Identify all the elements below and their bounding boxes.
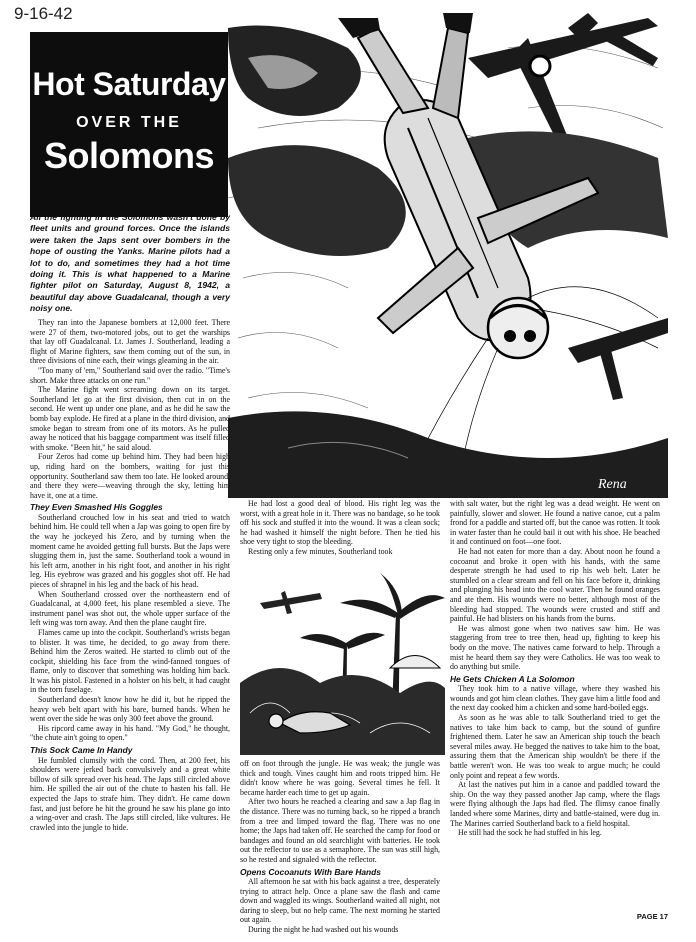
paragraph: When Southerland crossed over the northeastern end of Guadalcanal, at 4,000 feet, his plane resembled a sieve. The instrument panel was shot out, the whole upper surface of the left wing was torn away. And then the plane caught fire. <box>30 589 230 628</box>
paragraph: Four Zeros had come up behind him. They had been high up, riding hard on the bombers, waiting for just this opportunity. Southerland saw them too late. He looked around, and there they were—weaving through the sky, letting him have it, one at a time. <box>30 452 230 500</box>
column-2-bottom <box>240 759 440 934</box>
paragraph: off on foot through the jungle. He was weak; the jungle was thick and tough. Vines caught him and roots tripped him. He didn't know where he was going. Several times he fell. It became harder each time to get up again. <box>240 759 440 797</box>
svg-text:Rena: Rena <box>598 477 627 492</box>
paragraph: His ripcord came away in his hand. "My God," he thought, "the chute ain't going to open." <box>30 723 230 743</box>
date-stamp: 9-16-42 <box>14 4 73 23</box>
intro-paragraph: All the fighting in the Solomons wasn't done by fleet units and ground forces. Once the islands were taken the Japs sent over bombers in the hope of ousting the Yanks. Marine pilots had a lot to do, and sometimes they had a hot time doing it. This is what happened to a Marine fighter pilot on Saturday, August 8, 1942, a beautiful day above Guadalcanal, though a very noisy one. <box>30 212 230 314</box>
paragraph: He was almost gone when two natives saw him. He was staggering from tree to tree then, head up, fighting to keep his body on the move. The natives came forward to help. Through a mist he heard them say they were Catholics. He was too weak to do anything but smile. <box>450 623 660 672</box>
jungle-illustration <box>240 573 445 755</box>
paragraph: "Too many of 'em," Southerland said over the radio. "Time's short. Make three attacks on one run." <box>30 365 230 385</box>
paragraph: Southerland doesn't know how he did it, but he ripped the heavy web belt apart with his bare, burned hands. When he went over the side he was only 300 feet above the ground. <box>30 695 230 724</box>
title-line-2: OVER THE <box>76 114 182 131</box>
paragraph: The Marine fight went screaming down on its target. Southerland let go at the first division, then cut in on the second. He went up under one plane, and as he did he saw the bomb bay explode. He fired at a plane in the third division, and smoke began to stream from one of its motors. As he pulled away he noticed that his baggage compartment was itself filled with smoke. "Been hit," he said aloud. <box>30 385 230 452</box>
paragraph: During the night he had washed out his wounds <box>248 925 399 934</box>
paragraph: They took him to a native village, where they washed his wounds and got him clean clothes. They gave him a little food and the next day cooked him a chicken and some hard-boiled eggs. <box>450 684 661 713</box>
paragraph: Resting only a few minutes, Southerland took <box>248 546 393 556</box>
subheading-chicken: He Gets Chicken A La Solomon <box>450 673 575 684</box>
page-number: PAGE 17 <box>636 912 668 921</box>
paragraph: Flames came up into the cockpit. Southerland's wrists began to blister. It was time, he decided, to go away from there. Behind him the Zeros waited. He started to climb out of the cockpit, shielding his face from the wind-fanned tongues of flame, only to discover that something was holding him back. It was his pistol. Fastened in a holster on his belt, it had caught in the torn fuselage. <box>30 627 230 695</box>
subheading-goggles: They Even Smashed His Goggles <box>30 502 163 513</box>
paragraph: Southerland crouched low in his seat and tried to watch behind him. He could tell when a Jap was going to open fire by the way he jockeyed his Zero, and by turning when the moment came he avoided getting full bursts. But the Japs were slugging them in, just the same. Southerland took a wound in his left arm, another in his right foot, and another in his right leg. His eyebrow was grazed and his goggles shot off. He had pieces of shrapnel in his leg and the back of his head. <box>30 512 230 589</box>
paragraph: He fumbled clumsily with the cord. Then, at 200 feet, his shoulders were jerked back convulsively and a great white billow of silk spread over his head. The Japs still circled above him. He spilled the air out of the chute to hasten his fall. He expected the Japs to strafe him. They didn't. He came down fast, and just before he hit the ground he saw his plane go into a wing-over and crash. The Japs still circled, like vultures. He crawled into the jungle to hide. <box>30 755 230 832</box>
main-illustration <box>228 18 668 498</box>
paragraph: After two hours he reached a clearing and saw a Jap flag in the distance. There was no turning back, so he ripped a branch from a tree and limped toward the flag. There was no one home; the Japs had taken off. He searched the camp for food or bandages and found an old searchlight with batteries. He took out the reflector to use as a semaphore. The sun was still high, so he rested and signaled with the reflector. <box>240 797 440 864</box>
column-1 <box>30 318 230 910</box>
paragraph: As soon as he was able to talk Southerland tried to get the natives to take him back to camp, but the sound of gunfire frightened them. Later he saw an American ship touch the beach several miles away. He begged the natives to take him to the boat, assuring them that the American ship wouldn't be there if the battle weren't won. He was too weak to argue much; he could only point and repeat a few words. <box>450 712 660 780</box>
paragraph: with salt water, but the right leg was a dead weight. He went on painfully, slower and slower. He found a native canoe, cut a palm frond for a paddle and started off, but the canoe was rotten. It took in water faster than he could bail it out with his shoe. He beached it and continued on foot—one foot. <box>450 499 660 547</box>
column-2-top <box>240 499 440 571</box>
title-block <box>30 32 228 217</box>
paragraph: They ran into the Japanese bombers at 12,000 feet. There were 27 of them, two-motored jobs, out to get the warships that lay off Guadalcanal. Lt. James J. Southerland, leading a flight of Marine fighters, saw them coming out of the sun, in three divisions of nine each, their wings gleaming in the air. <box>30 318 230 366</box>
column-3 <box>450 499 660 915</box>
paragraph: All afternoon he sat with his back against a tree, desperately trying to attract help. Once a plane saw the flash and came down and waggled its wings. Southerland waited all night, not daring to sleep, but no help came. The next morning he started out again. <box>240 877 440 925</box>
subheading-cocoanuts: Opens Cocoanuts With Bare Hands <box>240 866 381 877</box>
paragraph: He had not eaten for more than a day. About noon he found a cocoanut and broke it open with his hands, with the same desperate strength he had used to rip his web belt. Later he stumbled on a clear stream and fell on his face before it, drinking and plunging his head into the cool water. Then he found oranges and ate them. His wounds were no better, although most of the bleeding had stopped. The wounds were crusted and stiff and painful. He had blisters on his hands from the burns. <box>450 546 660 624</box>
subheading-sock: This Sock Came In Handy <box>30 745 133 756</box>
paragraph: He had lost a good deal of blood. His right leg was the worst, with a great hole in it. There was no bandage, so he took off his sock and stuffed it into the wound. It was a clean sock; he had washed it himself the night before. Then he tied his shoe very tight to stop the bleeding. <box>240 499 440 547</box>
title-line-1: Hot Saturday <box>32 66 226 102</box>
paragraph: He still had the sock he had stuffed in his leg. <box>458 828 602 838</box>
paragraph: At last the natives put him in a canoe and paddled toward the ship. On the way they passed another Jap camp, where the flags were flying although the Japs had fled. The flimsy canoe finally landed where some Marines, dirty and battle-stained, were dug in. The Marines carried Southerland back to a field hospital. <box>450 780 660 828</box>
title-line-3: Solomons <box>43 135 214 176</box>
